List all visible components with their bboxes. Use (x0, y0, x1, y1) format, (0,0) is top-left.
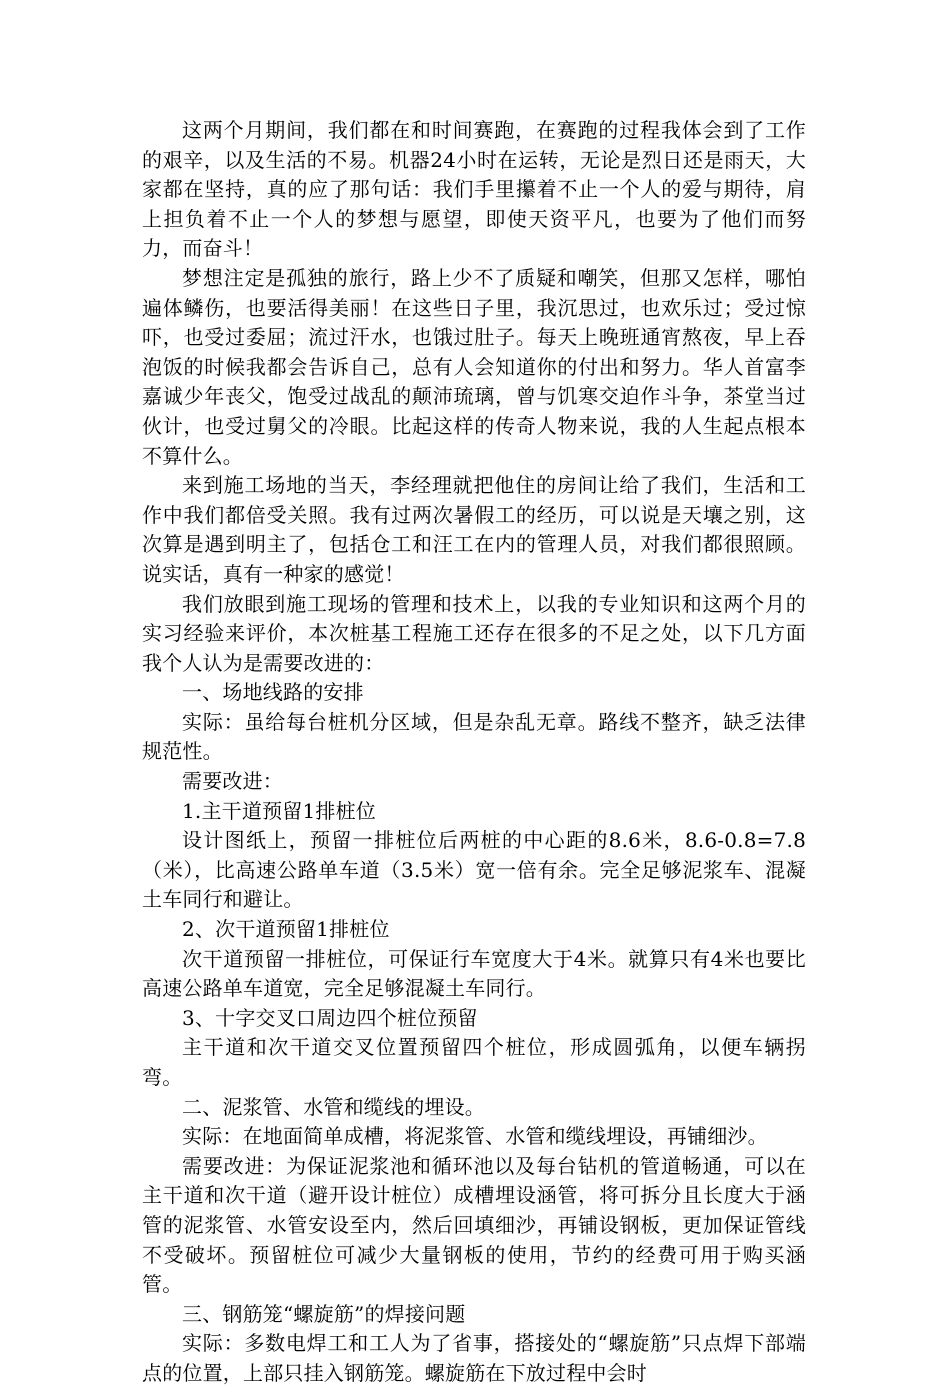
document-body (142, 116, 806, 1389)
paragraph-pipes-improvement: 需要改进：为保证泥浆池和循环池以及每台钻机的管道畅通，可以在主干道和次干道（避开设计桩位）成槽埋设涵管，将可拆分且长度大于涵管的泥浆管、水管安设至内，然后回填细沙，再铺设钢板，更加保证管线不受破坏。预留桩位可减少大量钢板的使用，节约的经费可用于购买涵管。 (142, 1153, 806, 1297)
paragraph-routes-actual: 实际：虽给每台桩机分区域，但是杂乱无章。路线不整齐，缺乏法律规范性。 (142, 709, 806, 764)
label-needs-improvement: 需要改进： (182, 769, 283, 794)
heading-spiral-welding: 三、钢筋笼“螺旋筋”的焊接问题 (182, 1301, 466, 1326)
paragraph-intersection: 主干道和次干道交叉位置预留四个桩位，形成圆弧角，以便车辆拐弯。 (142, 1035, 806, 1089)
paragraph-secondary-road: 次干道预留一排桩位，可保证行车宽度大于4米。就算只有4米也要比高速公路单车道宽，完全足够混凝土车同行。 (142, 946, 806, 1001)
subheading-secondary-road: 2、次干道预留1排桩位 (182, 917, 390, 942)
paragraph-arrival: 来到施工场地的当天，李经理就把他住的房间让给了我们，生活和工作中我们都倍受关照。我有过两次暑假工的经历，可以说是天壤之别，这次算是遇到明主了，包括仓工和汪工在内的管理人员，对我们都很照顾。说实话，真有一种家的感觉！ (142, 473, 806, 586)
paragraph-main-road: 设计图纸上，预留一排桩位后两桩的中心距的8.6米，8.6-0.8=7.8（米），比高速公路单车道（3.5米）宽一倍有余。完全足够泥浆车、混凝土车同行和避让。 (142, 828, 806, 912)
paragraph-dream: 梦想注定是孤独的旅行，路上少不了质疑和嘲笑，但那又怎样，哪怕遍体鳞伤，也要活得美丽！在这些日子里，我沉思过，也欢乐过；受过惊吓，也受过委屈；流过汗水，也饿过肚子。每天上晚班通宵熬夜，早上吞泡饭的时候我都会告诉自己，总有人会知道你的付出和努力。华人首富李嘉诚少年丧父，饱受过战乱的颠沛琉璃，曾与饥寒交迫作斗争，茶堂当过伙计，也受过舅父的冷眼。比起这样的传奇人物来说，我的人生起点根本不算什么。 (142, 265, 806, 468)
paragraph-evaluation: 我们放眼到施工现场的管理和技术上，以我的专业知识和这两个月的实习经验来评价，本次桩基工程施工还存在很多的不足之处，以下几方面我个人认为是需要改进的： (142, 591, 806, 675)
subheading-intersection: 3、十字交叉口周边四个桩位预留 (182, 1005, 478, 1030)
paragraph-pipes-actual: 实际：在地面简单成槽，将泥浆管、水管和缆线埋设，再铺细沙。 (182, 1124, 768, 1149)
heading-site-routes: 一、场地线路的安排 (182, 680, 364, 705)
subheading-main-road: 1.主干道预留1排桩位 (182, 798, 377, 823)
paragraph-spiral-actual: 实际：多数电焊工和工人为了省事，搭接处的“螺旋筋”只点焊下部端点的位置，上部只挂入钢筋笼。螺旋筋在下放过程中会时 (142, 1331, 806, 1385)
heading-pipes-cables: 二、泥浆管、水管和缆线的埋设。 (182, 1094, 485, 1119)
paragraph-intro-race: 这两个月期间，我们都在和时间赛跑，在赛跑的过程我体会到了工作的艰辛，以及生活的不易。机器24小时在运转，无论是烈日还是雨天，大家都在坚持，真的应了那句话：我们手里攥着不止一个人的爱与期待，肩上担负着不止一个人的梦想与愿望，即使天资平凡，也要为了他们而努力，而奋斗！ (142, 118, 806, 261)
